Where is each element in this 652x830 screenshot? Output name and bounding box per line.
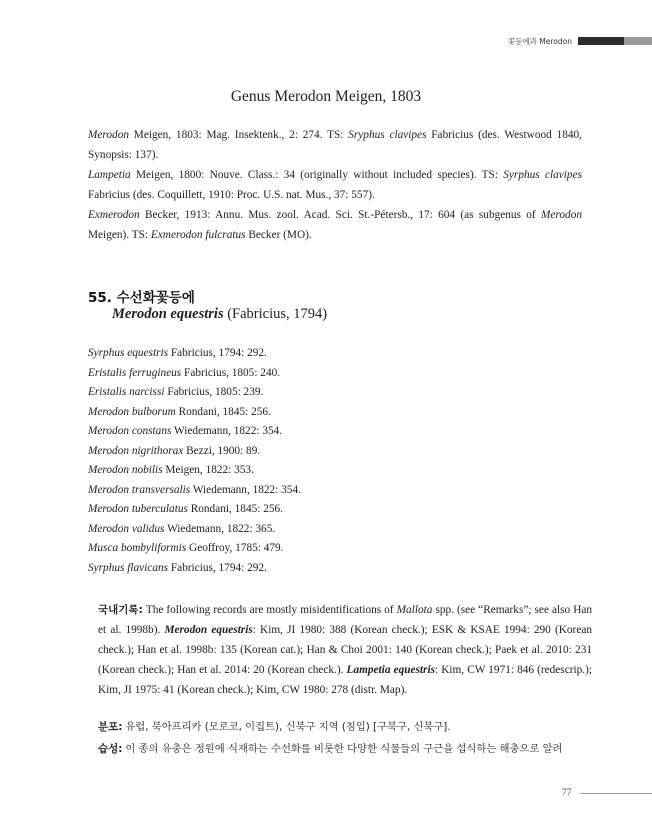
synonym-name: Merodon nigrithorax [88,444,184,457]
running-header-text: 꽃등에과 Merodon [507,36,572,46]
synonym-name: Merodon validus [88,522,165,535]
synonym-name: Merodon tuberculatus [88,503,188,515]
synonym-reference: Fabricius, 1794: 292. [170,561,267,574]
synonym-name: Merodon nobilis [88,464,163,476]
footer-rule [580,793,652,794]
records-label: 국내기록: [98,604,143,616]
species-synonym-item [88,461,301,481]
species-synonym-item [88,520,301,540]
species-synonym-item [88,364,301,384]
synonym-name: Merodon transversalis [88,483,191,496]
species-synonym-item [88,344,301,364]
species-synonym-item [88,539,301,559]
synonym-reference: Meigen, 1822: 353. [165,464,254,476]
genus-synonym-text: Exmerodon Becker, 1913: Annu. Mus. zool. Acad. Sci. St.-Pétersb., 17: 604 (as subgenus of Merodon Meigen). TS: Exmerodon fulcratus Becker (MO). [88,209,582,241]
records-text-3: : Kim, JI 1980: 388 (Korean check.); ESK & KSAE 1994: 290 (Korean check.); Han et al. 1998b: 135 (Korean cat.); Han & Choi 2001: 140 (Korean check.); Paek et al. 2010: 231 (Korean check.); Han et al. 2014: 20 (Korean check.). [98,624,592,676]
running-header [508,36,652,46]
distribution [98,718,451,734]
synonym-name: Syrphus equestris [88,347,169,359]
habit-text: 이 종의 유충은 정원에 식재하는 수선화를 비롯한 다양한 식물들의 구근을 섭식하는 해충으로 알려 [125,743,563,755]
genus-synonym-1 [88,125,582,165]
species-synonym-item [88,383,301,403]
species-synonym-item [88,422,301,442]
species-authority: (Fabricius, 1794) [227,306,328,322]
species-synonym-item [88,442,301,462]
header-bar-light [624,37,652,45]
synonym-name: Merodon constans [88,425,172,437]
records-text-1: The following records are mostly misidentifications of [145,604,394,616]
records-merodon-equestris: Merodon equestris [164,624,253,636]
synonym-name: Merodon bulborum [88,405,176,418]
page-footer [562,788,652,798]
genus-synonym-3 [88,205,582,245]
genus-synonym-text: Lampetia Meigen, 1800: Nouve. Class.: 34 (originally without included species). TS: Syrphus clavipes Fabricius (des. Coquillett, 1910: Proc. U.S. nat. Mus., 37: 557). [88,169,582,201]
species-synonym-item [88,481,301,501]
genus-synonym-2 [88,165,582,205]
synonym-reference: Fabricius, 1805: 240. [184,366,281,379]
genus-title: Genus Merodon Meigen, 1803 [230,88,422,105]
records-mallota: Mallota [396,604,433,616]
synonym-reference: Rondani, 1845: 256. [178,405,271,418]
korean-records [88,600,592,700]
species-synonym-item [88,403,301,423]
genus-synonym-text: Merodon Meigen, 1803: Mag. Insektenk., 2: 274. TS: Sryphus clavipes Fabricius (des. Westwood 1840, Synopsis: 137). [88,129,582,161]
distribution-label: 분포: [98,721,123,733]
page-number: 77 [562,788,572,798]
habit-label: 습성: [98,743,123,755]
species-synonym-item [88,500,301,520]
synonym-reference: Geoffroy, 1785: 479. [189,542,284,554]
synonym-name: Syrphus flavicans [88,561,169,574]
species-latin-name: Merodon equestris [112,306,224,322]
synonym-name: Eristalis ferrugineus [88,366,182,379]
species-synonym-item [88,559,301,579]
species-heading [112,306,327,323]
synonym-reference: Rondani, 1845: 256. [190,503,283,515]
records-lampetia-equestris: Lampetia equestris [346,664,435,676]
synonym-reference: Wiedemann, 1822: 365. [167,522,276,535]
species-synonym-list [88,344,301,578]
synonym-reference: Bezzi, 1900: 89. [186,444,261,457]
synonym-reference: Wiedemann, 1822: 354. [173,425,283,437]
habit [98,740,562,756]
distribution-text: 유럽, 북아프리카 (모로코, 이집트), 신북구 지역 (침입) [구북구, 신북구]. [125,721,451,733]
synonym-reference: Fabricius, 1805: 239. [167,386,264,398]
records-text-4: : Kim, CW 1971: 846 (redescrip.); Kim, JI 1975: 41 (Korean check.); Kim, CW 1980: 278 (distr. Map). [98,664,592,696]
synonym-reference: Fabricius, 1794: 292. [170,347,267,359]
records-text-2: spp. (see “Remarks”; see also Han et al. 1998b). [98,604,593,636]
species-number-korean: 55. 수선화꽃등에 [88,290,195,306]
synonym-name: Eristalis narcissi [88,386,165,398]
synonym-reference: Wiedemann, 1822: 354. [192,483,301,496]
synonym-name: Musca bombyliformis [88,542,187,554]
header-bar-dark [578,37,624,45]
